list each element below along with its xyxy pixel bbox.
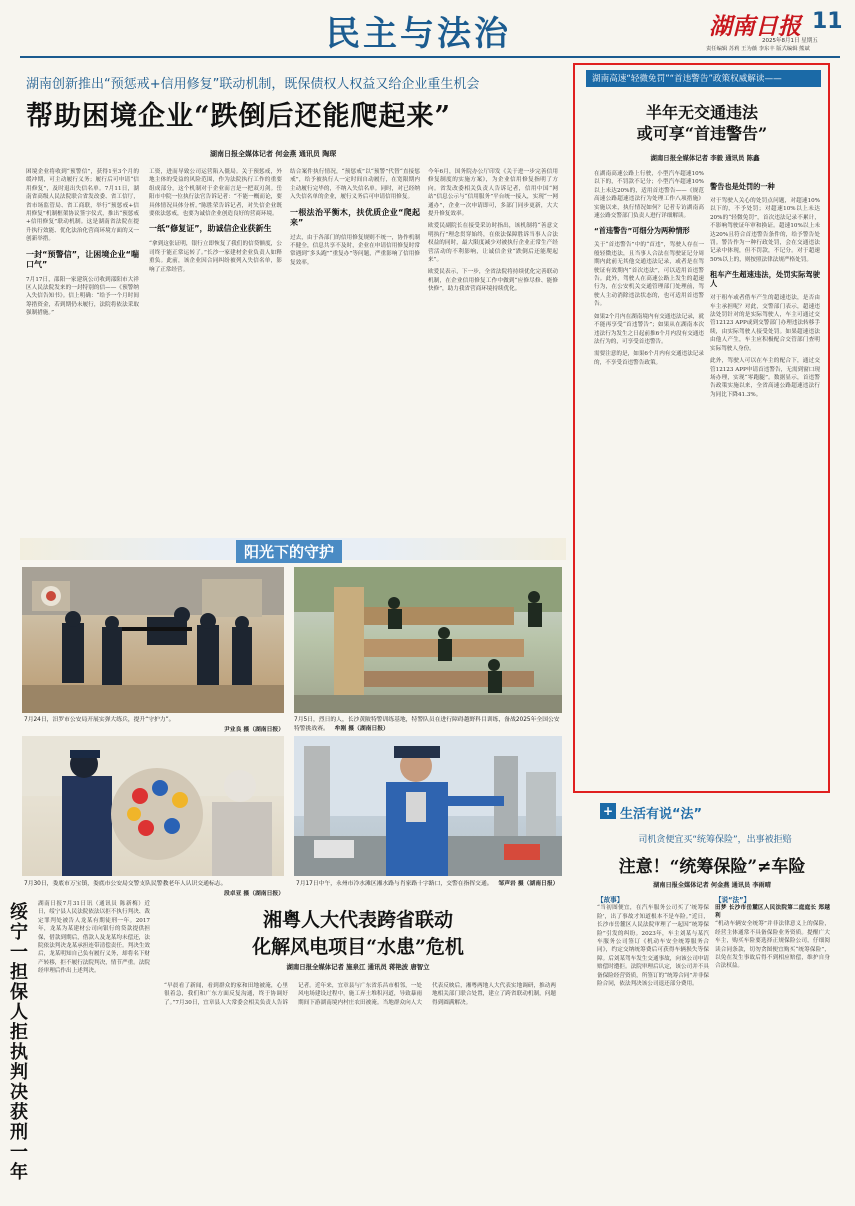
life-law-text: “机动车辆安全统筹”并非法律意义上的保险，经营主体通常不具备保险业务资质。提醒广大车主，购买车险要选择正规保险公司，仔细阅读合同条款，切勿贪图便宜购买“统筹保险”，以免在发生事故后得不到相应赔偿，维护自身合法权益。 xyxy=(715,921,830,970)
lead-col2-p2: “拿到这张证明，银行立即恢复了我们的信贷额度，公司终于能正常运转了。”长沙一家建材企业负责人如释重负。此前，该企业因合同纠纷被列入失信名单，影响了正常经营。 xyxy=(149,241,282,273)
sidebar-col2-sub2: 租车产生超速违法，处罚实际驾驶人 xyxy=(710,270,820,289)
lead-col4-p2: 欧爱民副院长在接受采访时指出，该机制将“善意文明执行”理念贯穿始终，在依法保障胜诉当事人合法权益的同时，最大限度减少对被执行企业正常生产经营活动的不利影响，让诚信企业“跌倒后还能爬起来”。 xyxy=(428,223,558,264)
lead-headline: 帮助困境企业“跌倒后还能爬起来” xyxy=(26,101,452,132)
sidebar-col1-p3: 如果2个月内在湖南境内有交通违法记录，就不能再享受“首违警告”；如果从在湖南本次违法行为发生之日起前推6个月内没有交通违法行为的，可享受首违警告。 xyxy=(594,313,704,345)
photo-traffic-sign-education xyxy=(22,736,284,876)
photo3-credit: 段卓亚 摄（湖南日报） xyxy=(224,891,284,897)
flood-byline: 湖南日报全媒体记者 施泉江 通讯员 蒋艳波 唐智立 xyxy=(286,963,430,971)
photo4-caption-text: 7月17日中午，永州市冷水滩区湘水路与肖家路十字路口，交警在指挥交通。 xyxy=(296,881,493,887)
header-rule xyxy=(20,56,840,58)
life-law-author: 田梦 长沙市岳麓区人民法院第二庭庭长 郑越利 xyxy=(715,905,830,920)
sidebar-col2-sub1: 警告也是处罚的一种 xyxy=(710,182,775,191)
sidebar-col2-p2: 对于租车或者借车产生的超速违法，是否由车主承担呢？对此，交警部门表示，超速违法处罚针对的是实际驾驶人，车主可通过交管12123 APP或到交警部门办理违法转移手续，由实际驾驶人接受处罚。如果超速违法由他人产生，车主应积极配合交管部门查明实际驾驶人身份。 xyxy=(710,295,820,352)
photo2-credit: 牟刚 摄（湖南日报） xyxy=(334,725,389,732)
life-banner-icon: + xyxy=(600,803,616,819)
vertical-body: 湖南日报7月31日讯（通讯员 陈新梅）近日，绥宁县人民法院依法以拒不执行判决、裁定罪判处被告人龙某有期徒刑一年。2017年，龙某为某建材公司向银行的贷款提供担保，借款到期后，借款人及龙某均未偿还，法院依法判决龙某承担连带清偿责任。判决生效后，龙某明知自己负有履行义务，却将名下财产转移，拒不履行法院判决，情节严重。法院经审理后作出上述判决。 xyxy=(38,901,150,975)
life-byline: 湖南日报全媒体记者 何金燕 通讯员 李雨晴 xyxy=(653,882,771,889)
lead-sub2: 一纸“修复证”，助诚信企业获新生 xyxy=(149,224,272,234)
sidebar-kicker: 湖南高速“轻微免罚”“首违警告”政策权威解读—— xyxy=(592,74,782,84)
lead-col1-p1: 困境企业将收到“预警信”，获得1至3个月的缓冲期，可主动履行义务；履行后可申请“信用修复”，及时退出失信名单。7月11日，湖南省高级人民法院联合省发改委、省工信厅，省市场监管局、省工商联，举行“预惩戒+信用修复”机制框架协议签字仪式，推出“预惩戒+信用修复”联动机制。这是湖南省法院在提升执行效能、优化法治化营商环境方面的又一创新举措。 xyxy=(26,169,139,243)
lead-col4 xyxy=(428,168,558,533)
lead-col3-p2: 过去，由于各部门的信用修复规则不统一，协作机制不健全，信息共享不及时，企业在申请信用修复时常常遇到“多头跑”“重复办”等问题，严重影响了信用修复效率。 xyxy=(290,234,420,266)
flood-body: “早晨看了新闻，看到群众的家和田地被淹，心里很着急，我们和广东方面反复沟通，终于协调好了。”7月30日，宜章县人大常委会相关负责人告诉记者。近年来，宜章县与广东省乐昌市相邻，一处风电场建设过程中，施工弃土堆积河道，导致暴雨期间下游湖南境内村庄农田被淹。当地群众向人大代表反映后，湘粤两地人大代表实地调研，推动两地相关部门联合处置，建立了跨省联动机制，问题得到圆满解决。 xyxy=(164,983,556,1006)
sidebar-col1 xyxy=(594,170,704,782)
lead-col4-p3: 欧爱民表示，下一步，全省法院将持续优化完善联动机制，在企业信用修复工作中做到“应修尽修、能修快修”，助力我省营商环境持续优化。 xyxy=(428,269,558,293)
life-story xyxy=(597,896,709,1196)
photo1-credit: 尹业良 摄（湖南日报） xyxy=(224,727,284,733)
lead-byline: 湖南日报全媒体记者 何金燕 通讯员 陶琛 xyxy=(210,150,337,158)
sidebar-col1-p2: 关于“首违警告”中的“首违”，驾驶人存在一般轻微违法，且当事人合法在驾驶证记分周期内此前无其他交通违法记录，或者是在驾驶证有效期内“首次违法”，可以适用首违警告。此外，驾驶人在高速公路上发生的超速行为，在公安机关交通管理部门处理前，驾驶人主动消除违法状态的，也可适用首违警告。 xyxy=(594,242,704,308)
flood-headline-2: 化解风电项目“水患”危机 xyxy=(252,936,464,958)
life-story-label: 【故事】 xyxy=(597,896,624,904)
photo2-caption-text: 7月5日，烈日的人，长沙黄陂特警训练基地，特警队员在进行障碍越野科目训练，备战2025年全国公安特警挑战赛。 xyxy=(294,717,560,732)
lead-kicker: 湖南创新推出“预惩戒+信用修复”联动机制，既保债权人权益又给企业重生机会 xyxy=(26,77,480,92)
section-title: 民主与法治 xyxy=(326,14,511,54)
lead-col3 xyxy=(290,168,420,533)
sidebar-col2 xyxy=(710,182,820,782)
flood-headline-1: 湘粤人大代表跨省联动 xyxy=(262,909,453,931)
photo3-caption-text: 7月30日，娄底市万宝镇，娄底市公安局交警支队民警教老年人认识交通标志。 xyxy=(24,881,227,887)
sidebar-col2-p1: 对于驾驶人关心的处罚点问题，对超速10%以下的，不予处罚；对超速10%以上未达20%的“轻微免罚”，首次违法记录不累计，不影响驾驶证年审和换证。超速10%以上未达20%且符合首违警告条件的，给予警告处罚。警告作为一种行政处罚，会在交通违法记录中体现，但不罚款，不记分。对于超速50%以上的，则按照法律法规严格处罚。 xyxy=(710,198,820,263)
photo1-caption xyxy=(24,716,282,725)
lead-col2 xyxy=(149,168,282,533)
lead-sub3: 一根法治平衡木，扶优质企业“爬起来” xyxy=(290,207,420,227)
photo4-credit: 邹声岩 摄（湖南日报） xyxy=(498,881,559,887)
photo-shooting-drill xyxy=(22,567,284,713)
photo2-caption xyxy=(294,716,562,733)
masthead-logo: 湖南日报 xyxy=(709,13,801,40)
sidebar-col1-p1: 在湖南高速公路上行驶，小型汽车超速10%以下的，不罚款不记分；小型汽车超速10%以上未达20%的，适用首违警告——《规范高速公路超速违法行为处理工作八项措施》实施以来，执行情况如何？记者专访湖南高速公路交警部门负责人进行详细解读。 xyxy=(594,171,704,220)
lead-col4-p1: 今年6月，国务院办公厅印发《关于进一步完善信用修复制度的实施方案》，为企业信用修复指明了方向。省发改委相关负责人告诉记者，信用中国“网站”信息公示与“信用服务”平台统一接入，实现“一网通办”，企业一次申请即可，多部门同步更新，大大提升修复效率。 xyxy=(428,169,558,218)
lead-col1-p2: 7月17日，邵阳一家建筑公司收到邵阳市大祥区人民法院发来的一封特别的信——《预警纳入失信告知书》。信上明确：“给予一个月时间筹措资金，若到期仍未履行，法院将依法采取强制措施。” xyxy=(26,276,139,317)
life-law xyxy=(715,896,830,1196)
sidebar-col1-p4: 需要注意的是，如果6个月内有交通违法记录的，不享受首违警告政策。 xyxy=(594,351,704,366)
photo-obstacle-training xyxy=(294,567,562,713)
editors-line: 责任编辑 苏莉 王为薇 李东丰 版式编辑 熊斌 xyxy=(706,46,810,52)
photo-banner-title: 阳光下的守护 xyxy=(236,540,342,563)
lead-col1 xyxy=(26,168,139,533)
photo-traffic-police xyxy=(294,736,562,876)
vertical-headline: 绥宁一担保人拒执判决获刑一年 xyxy=(7,902,28,1182)
life-banner: 生活有说“法” xyxy=(620,807,703,822)
photo4-caption xyxy=(296,880,562,889)
date-line: 2025年8月1日 星期五 xyxy=(762,38,818,44)
lead-sub1: 一封“预警信”，让困境企业“喘口气” xyxy=(26,249,139,269)
page-number: 11 xyxy=(812,9,843,34)
sidebar-byline: 湖南日报全媒体记者 李毅 通讯员 陈鑫 xyxy=(650,154,760,162)
life-headline: 注意！“统筹保险”≠车险 xyxy=(618,857,806,877)
life-story-text: “当初图便宜，在汽车服务公司买了‘统筹保险’，出了事故才知道根本不是车险。”近日，长沙市岳麓区人民法院审理了一起因“统筹保险”引发的纠纷。2023年，车主刘某与某汽车服务公司签订《机动车安全统筹服务合同》，约定交纳统筹费后可获得车辆损失等保障。后刘某驾车发生交通事故，向该公司申请赔偿时遭拒。法院审理后认定，该公司并不具备保险经营资质，所签订的“统筹合同”并非保险合同，依法判决该公司退还部分费用。 xyxy=(597,905,709,988)
life-kicker: 司机贪便宜买“统筹保险”，出事被拒赔 xyxy=(638,835,792,845)
life-law-label: 【说“法”】 xyxy=(715,896,751,904)
sidebar-headline-1: 半年无交通违法 xyxy=(645,103,758,122)
sidebar-col2-p3: 此外，驾驶人可以在车主的配合下，通过交管12123 APP申请首违警告，无需到窗口现场办理，实现“零跑腿”。数据显示，首违警告政策实施以来，全省高速公路超速违法行为同比下降41.3%。 xyxy=(710,358,820,398)
photo3-caption xyxy=(24,880,282,889)
sidebar-col1-sub: “首违警告”可细分为两种情形 xyxy=(594,226,690,236)
lead-col3-p1: 结合案件执行情况，“预惩戒”以“预警”代替“直接惩戒”，给予被执行人一定时间自动履行，在宽限期内主动履行完毕的，不纳入失信名单。同时，对已经纳入失信名单的企业，履行义务后可申请信用修复。 xyxy=(290,169,420,201)
sidebar-headline-2: 或可享“首违警告” xyxy=(636,124,768,143)
lead-col2-p1: 工资，进而导致公司运营陷入僵局。关于预惩戒，外地主体的受益的风险范围，作为法院执行工作的重要组成部分，这个机制对于企业而言是一把双刃剑。岳阳市中院一位执行法官告诉记者：“不能一概而论，要具体情况具体分析。”陈胜荣告诉记者，对失信企业既要依法惩戒，也要为诚信企业创造良好的营商环境。 xyxy=(149,169,282,218)
photo1-caption-text: 7月24日，汨罗市公安局开展实弹大练兵，提升“守护力”。 xyxy=(24,717,175,723)
